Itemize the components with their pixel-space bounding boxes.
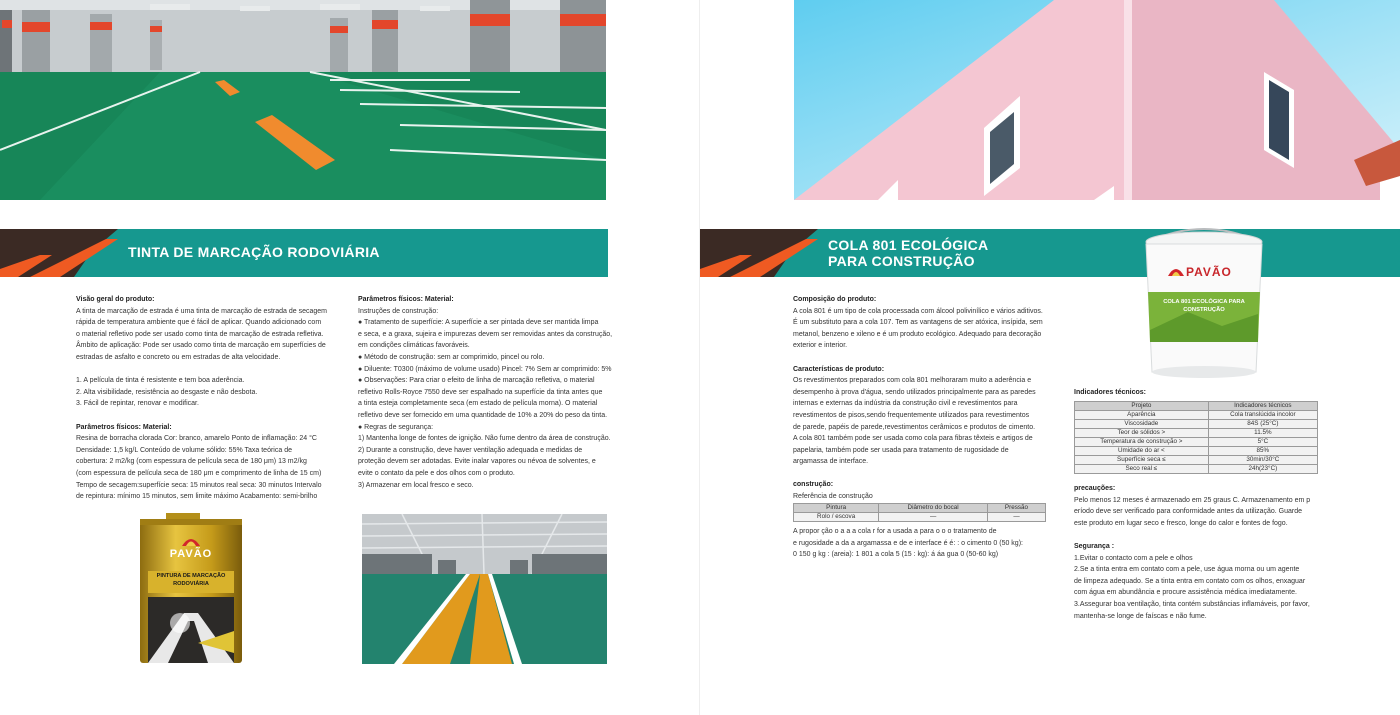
text-line: 3.Assegurar boa ventilação, tinta contém substâncias inflamáveis, por favor, bbox=[1074, 600, 1310, 608]
text-line: cobertura: 2 m2/kg (com espessura de película seca de 180 μm) 13 m2/kg bbox=[76, 458, 307, 466]
bucket-label-line2: CONSTRUÇÃO bbox=[1183, 307, 1225, 313]
text-line: revestimentos de pisos,sendo frequentemente utilizados para revestimentos bbox=[793, 411, 1030, 419]
table-cell: 85% bbox=[1208, 446, 1317, 455]
table-row bbox=[1075, 428, 1318, 437]
table-header-cell: Pintura bbox=[794, 504, 879, 513]
table-cell: Aparência bbox=[1075, 410, 1209, 419]
text-line: eríodo deve ser verificado para conformidade antes da utilização. Guarde bbox=[1074, 508, 1303, 516]
section-heading: Parâmetros físicos: Material: bbox=[76, 423, 172, 431]
right-page bbox=[700, 0, 1400, 715]
text-line: Tempo de secagem:superfície seca: 15 minutos real seca: 30 minutos Intervalo bbox=[76, 481, 322, 489]
text-line: este produto em lugar seco e fresco, longe do calor e fontes de fogo. bbox=[1074, 519, 1288, 527]
text-line: de limpeza adequado. Se a tinta entra em contato com os olhos, enxaguar bbox=[1074, 577, 1306, 585]
table-row bbox=[1075, 464, 1318, 473]
text-line: com água em abundância e procure assistência médica imediatamente. bbox=[1074, 589, 1297, 597]
table-cell: — bbox=[987, 513, 1045, 522]
road-paint-can-image bbox=[138, 513, 244, 663]
safety-text bbox=[1074, 553, 1324, 623]
text-line: Instruções de construção: bbox=[358, 307, 439, 315]
text-line: mantenha-se longe de faíscas e não fume. bbox=[1074, 612, 1207, 620]
text-line: Âmbito de aplicação: Pode ser usado como tinta de marcação em superfícies de bbox=[76, 342, 326, 350]
text-line: Os revestimentos preparados com cola 801 melhoraram muito a aderência e bbox=[793, 377, 1032, 385]
table-cell: — bbox=[879, 513, 988, 522]
table-row bbox=[1075, 437, 1318, 446]
text-line: estradas de asfalto e concreto ou em estradas de alta velocidade. bbox=[76, 353, 281, 361]
composition-column bbox=[793, 294, 1058, 468]
text-line: (com espessura de película seca de 180 μm e comprimento de linha de 15 cm) bbox=[76, 469, 322, 477]
garage-illustration bbox=[0, 0, 606, 200]
paragraph-gap bbox=[76, 410, 346, 422]
factory-illustration bbox=[362, 514, 607, 664]
table-cell: Cola translúcida incolor bbox=[1208, 410, 1317, 419]
construction-heading: construção: bbox=[793, 481, 834, 488]
table-cell: 5°C bbox=[1208, 437, 1317, 446]
text-line: desempenho à prova d'água, sendo utilizados principalmente para as paredes bbox=[793, 388, 1036, 396]
text-line: refletivo deve ser fornecido em uma quantidade de 10% a 20% do peso da tinta. bbox=[358, 411, 608, 419]
banner-accent-stripes bbox=[700, 229, 1400, 277]
glue-title-line1: COLA 801 ECOLÓGICA bbox=[828, 237, 989, 253]
table-cell: Teor de sólidos > bbox=[1075, 428, 1209, 437]
text-line: A cola 801 também pode ser usada como cola para fibras têxteis e artigos de bbox=[793, 435, 1033, 443]
text-line: ● Observações: Para criar o efeito de linha de marcação refletiva, o material bbox=[358, 377, 595, 385]
table-row bbox=[1075, 455, 1318, 464]
paragraph-gap bbox=[76, 364, 346, 376]
text-line: a tinta esteja completamente seca (em estado de película morna). O material bbox=[358, 400, 598, 408]
building-illustration bbox=[794, 0, 1400, 200]
road-paint-banner bbox=[0, 229, 608, 277]
text-line: proteção devem ser adotadas. Evite inalar vapores ou névoa de solventes, e bbox=[358, 458, 596, 466]
table-cell: Superfície seca ≤ bbox=[1075, 455, 1209, 464]
text-line: ● Tratamento de superfície: A superfície a ser pintada deve ser mantida limpa bbox=[358, 319, 599, 327]
text-line: exterior e interior. bbox=[793, 342, 848, 350]
text-line: o material refletivo pode ser usado como tinta de marcação de estrada refletiva. bbox=[76, 330, 324, 338]
can-label: PINTURA DE MARCAÇÃO RODOVIÁRIA bbox=[156, 573, 226, 587]
text-line: É um substituto para a cola 107. Tem as vantagens de ser atóxica, insípida, sem bbox=[793, 319, 1043, 327]
text-line: metanol, benzeno e xileno e é um produto ecológico. Adequado para decoração bbox=[793, 330, 1042, 338]
text-line: 1) Mantenha longe de fontes de ignição. Não fume dentro da área de construção. bbox=[358, 435, 611, 443]
text-line: 1. A película de tinta é resistente e tem boa aderência. bbox=[76, 377, 245, 385]
table-cell: Temperatura de construção > bbox=[1075, 437, 1209, 446]
table-cell: Viscosidade bbox=[1075, 419, 1209, 428]
table-header-cell: Pressão bbox=[987, 504, 1045, 513]
parking-garage-photo bbox=[0, 0, 606, 200]
construction-table bbox=[793, 503, 1046, 522]
table-header-cell: Diâmetro do bocal bbox=[879, 504, 988, 513]
glue-bucket-image bbox=[1138, 222, 1270, 382]
text-line: 3) Armazenar em local fresco e seco. bbox=[358, 481, 474, 489]
text-line: rápida de temperatura ambiente que é fácil de aplicar. Quando adicionado com bbox=[76, 319, 322, 327]
text-line: de repintura: mínimo 15 minutos, sem limite máximo Acabamento: semi-brilho bbox=[76, 493, 318, 501]
safety-section bbox=[1074, 541, 1324, 622]
text-line: Resina de borracha clorada Cor: branco, amarelo Ponto de inflamação: 24 °C bbox=[76, 435, 317, 443]
indicators-heading: Indicadores técnicos: bbox=[1074, 389, 1146, 396]
text-line: e seca, e a graxa, sujeira e impurezas devem ser removidas antes da construção, bbox=[358, 330, 613, 338]
indicators-table bbox=[1074, 401, 1318, 474]
section-heading: Composição do produto: bbox=[793, 296, 877, 303]
text-line: 2) Durante a construção, deve haver ventilação adequada e medidas de bbox=[358, 446, 583, 454]
precautions-section bbox=[1074, 483, 1324, 529]
paint-can-illustration bbox=[138, 513, 244, 663]
text-line: Densidade: 1,5 kg/L Conteúdo de volume sólido: 55% Taxa teórica de bbox=[76, 446, 292, 454]
factory-floor-photo bbox=[362, 514, 607, 664]
overview-column bbox=[76, 294, 346, 503]
pink-building-photo bbox=[794, 0, 1400, 200]
table-row bbox=[1075, 419, 1318, 428]
table-cell: Rolo / escova bbox=[794, 513, 879, 522]
construction-ratio-text bbox=[793, 526, 1058, 561]
table-header-cell: Indicadores técnicos bbox=[1208, 401, 1317, 410]
text-line: Pelo menos 12 meses é armazenado em 25 graus C. Armazenamento em p bbox=[1074, 496, 1311, 504]
table-cell: Seco real ≤ bbox=[1075, 464, 1209, 473]
text-line: evite o contato da pele e dos olhos com o produto. bbox=[358, 469, 515, 477]
text-line: A cola 801 é um tipo de cola processada com álcool polivinílico e vários aditivos. bbox=[793, 307, 1043, 315]
table-row bbox=[794, 513, 1046, 522]
glue-title-line2: PARA CONSTRUÇÃO bbox=[828, 253, 975, 269]
glue-banner bbox=[700, 229, 1400, 277]
indicators-section bbox=[1074, 387, 1324, 474]
text-line: de parede, papéis de parede,revestimentos cerâmicos e produtos de cimento. bbox=[793, 423, 1036, 431]
text-line: refletivo Rolls-Royce 7550 deve ser espalhado na superfície da tinta antes que bbox=[358, 388, 603, 396]
table-header-cell: Projeto bbox=[1075, 401, 1209, 410]
table-cell: 11.5% bbox=[1208, 428, 1317, 437]
construction-reference: Referência de construção bbox=[793, 492, 873, 500]
road-paint-title: TINTA DE MARCAÇÃO RODOVIÁRIA bbox=[128, 244, 380, 260]
construction-section bbox=[793, 479, 1058, 561]
section-heading: Visão geral do produto: bbox=[76, 296, 155, 303]
bucket-label bbox=[1148, 298, 1260, 314]
safety-heading: Segurança : bbox=[1074, 543, 1115, 550]
can-brand: PAVÃO bbox=[169, 548, 213, 560]
text-line: internas e externas da indústria da construção civil e revestimentos para bbox=[793, 400, 1018, 408]
table-row bbox=[1075, 410, 1318, 419]
text-line: em condições climáticas favoráveis. bbox=[358, 342, 470, 350]
table-row bbox=[1075, 446, 1318, 455]
section-heading: Características de produto: bbox=[793, 365, 885, 373]
text-line: ● Diluente: T0300 (máximo de volume usado) Pincel: 7% Sem ar comprimido: 5% bbox=[358, 365, 612, 373]
text-line: A tinta de marcação de estrada é uma tinta de marcação de estrada de secagem bbox=[76, 307, 327, 315]
bucket-brand: PAVÃO bbox=[1186, 265, 1232, 279]
instructions-column bbox=[358, 294, 638, 491]
text-line: ● Método de construção: sem ar comprimido, pincel ou rolo. bbox=[358, 353, 545, 361]
section-heading: Parâmetros físicos: Material: bbox=[358, 296, 454, 303]
bucket-label-line1: COLA 801 ECOLÓGICA PARA bbox=[1163, 299, 1245, 305]
text-line: 2. Alta visibilidade, resistência ao desgaste e não desbota. bbox=[76, 388, 258, 396]
paragraph-gap bbox=[793, 352, 1058, 364]
table-cell: Umidade do ar < bbox=[1075, 446, 1209, 455]
text-line: argamassa de interface. bbox=[793, 458, 869, 466]
table-cell: 24h(23°C) bbox=[1208, 464, 1317, 473]
precautions-heading: precauções: bbox=[1074, 485, 1116, 492]
text-line: e rugosidade a da a argamassa e de e interface é é: : o cimento 0 (50 kg): bbox=[793, 539, 1023, 547]
glue-title bbox=[828, 237, 988, 269]
text-line: 2.Se a tinta entra em contato com a pele, use água morna ou um agente bbox=[1074, 566, 1300, 574]
text-line: A propor ção o a a a cola r for a usada a para o o o tratamento de bbox=[793, 528, 997, 536]
text-line: 1.Evitar o contacto com a pele e olhos bbox=[1074, 554, 1193, 562]
text-line: papelaria, também pode ser usada para tratamento de rugosidade de bbox=[793, 446, 1009, 454]
table-cell: 30min/30°C bbox=[1208, 455, 1317, 464]
text-line: 0 150 g kg : (areia): 1 801 a cola 5 (15 : kg): á áa gua 0 (50-60 kg) bbox=[793, 551, 999, 559]
text-line: 3. Fácil de repintar, renovar e modificar. bbox=[76, 400, 199, 408]
precautions-text bbox=[1074, 495, 1324, 530]
table-cell: 84S (25°C) bbox=[1208, 419, 1317, 428]
text-line: ● Regras de segurança: bbox=[358, 423, 434, 431]
